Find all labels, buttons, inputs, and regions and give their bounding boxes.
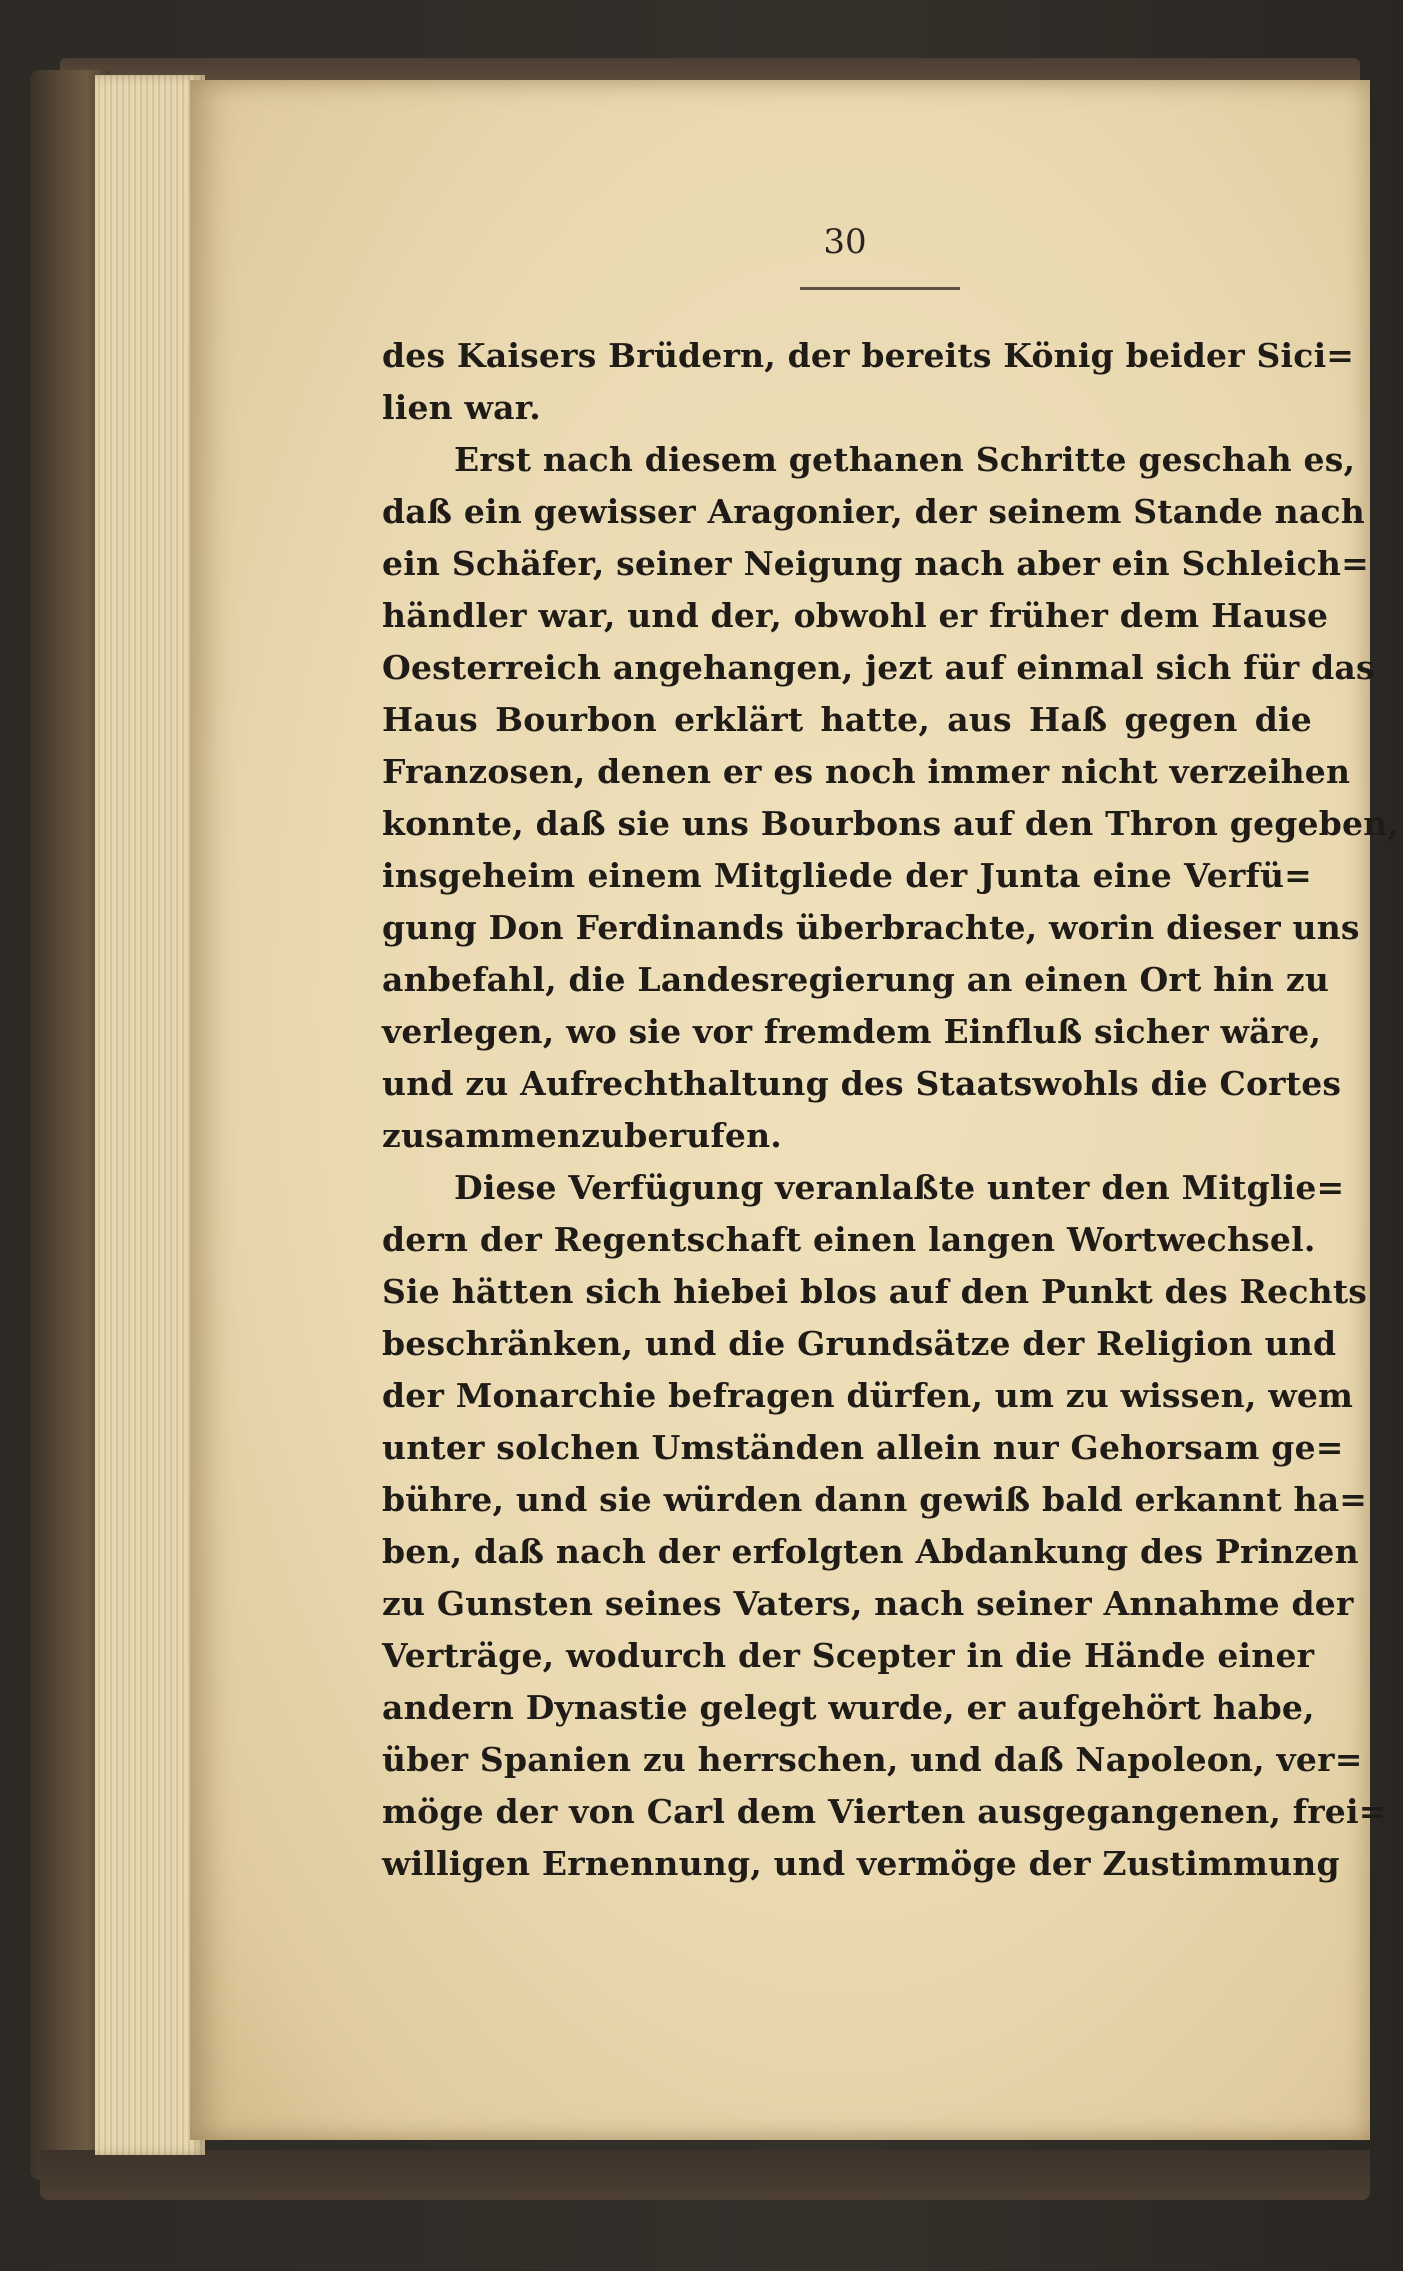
text-line: anbefahl, die Landesregierung an einen Ort hin zu (382, 960, 1330, 999)
text-line: dern der Regentschaft einen langen Wortwechsel. (382, 1220, 1316, 1259)
text-line: möge der von Carl dem Vierten ausgegangenen, frei= (382, 1792, 1387, 1831)
text-line: zu Gunsten seines Vaters, nach seiner Annahme der (382, 1584, 1354, 1623)
text-line: verlegen, wo sie vor fremdem Einfluß sicher wäre, (382, 1012, 1322, 1051)
text-line: des Kaisers Brüdern, der bereits König beider Sici= (382, 336, 1355, 375)
text-line: Franzosen, denen er es noch immer nicht verzeihen (382, 752, 1351, 791)
header-rule (800, 287, 960, 290)
text-line: willigen Ernennung, und vermöge der Zustimmung (382, 1844, 1340, 1883)
page-number: 30 (823, 222, 867, 262)
text-line: lien war. (382, 388, 541, 427)
text-line: ein Schäfer, seiner Neigung nach aber ein Schleich= (382, 544, 1369, 583)
text-line: konnte, daß sie uns Bourbons auf den Thron gegeben, (382, 804, 1400, 843)
text-line: zusammenzuberufen. (382, 1116, 782, 1155)
text-line: daß ein gewisser Aragonier, der seinem Stande nach (382, 492, 1365, 531)
text-line: händler war, und der, obwohl er früher dem Hause (382, 596, 1329, 635)
text-line: insgeheim einem Mitgliede der Junta eine Verfü= (382, 856, 1312, 895)
book-cover-bottom-edge (40, 2150, 1370, 2200)
text-line: Oesterreich angehangen, jezt auf einmal sich für das (382, 648, 1375, 687)
page-edges-stack (95, 75, 205, 2155)
text-line: Haus Bourbon erklärt hatte, aus Haß gegen die (382, 700, 1312, 739)
text-line: und zu Aufrechthaltung des Staatswohls die Cortes (382, 1064, 1342, 1103)
text-line: der Monarchie befragen dürfen, um zu wissen, wem (382, 1376, 1354, 1415)
text-line: andern Dynastie gelegt wurde, er aufgehört habe, (382, 1688, 1315, 1727)
text-line: beschränken, und die Grundsätze der Religion und (382, 1324, 1337, 1363)
text-line: Diese Verfügung veranlaßte unter den Mitglie= (454, 1168, 1345, 1207)
text-line: Erst nach diesem gethanen Schritte geschah es, (454, 440, 1356, 479)
text-line: ben, daß nach der erfolgten Abdankung des Prinzen (382, 1532, 1359, 1571)
text-line: über Spanien zu herrschen, und daß Napoleon, ver= (382, 1740, 1363, 1779)
text-line: bühre, und sie würden dann gewiß bald erkannt ha= (382, 1480, 1368, 1519)
text-line: Verträge, wodurch der Scepter in die Hände einer (382, 1636, 1315, 1675)
body-text (382, 330, 1400, 1890)
text-line: Sie hätten sich hiebei blos auf den Punkt des Rechts (382, 1272, 1368, 1311)
text-line: gung Don Ferdinands überbrachte, worin dieser uns (382, 908, 1360, 947)
text-line: unter solchen Umständen allein nur Gehorsam ge= (382, 1428, 1344, 1467)
